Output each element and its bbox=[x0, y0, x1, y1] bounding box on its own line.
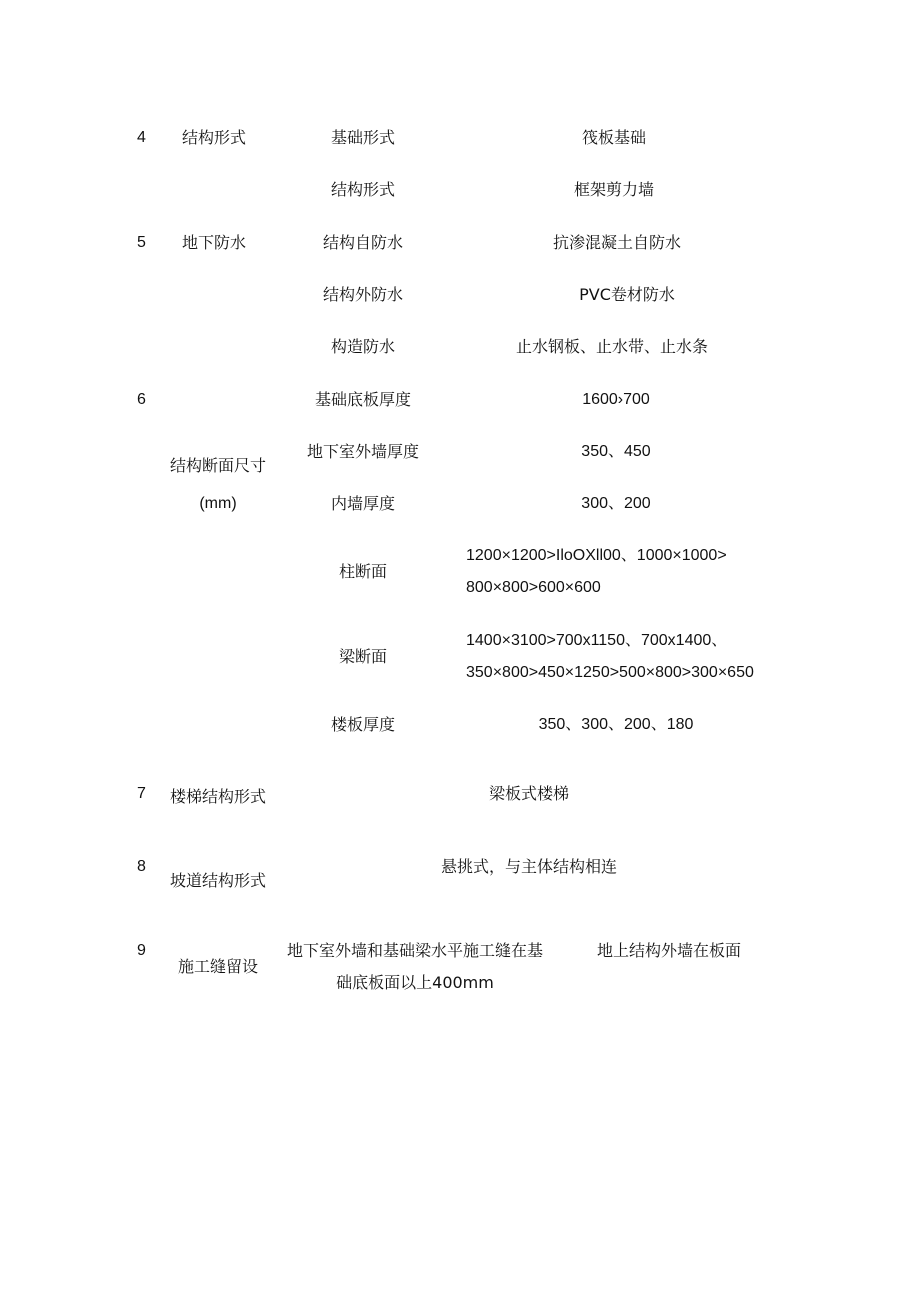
row-value: 悬挑式，与主体结构相连 bbox=[440, 857, 618, 876]
item-value: 1200×1200>IloOXll00、1000×1000> bbox=[466, 547, 727, 564]
row-category-unit: (mm) bbox=[199, 495, 237, 512]
row-category: 坡道结构形式 bbox=[169, 871, 267, 890]
item-label: 内墙厚度 bbox=[330, 494, 396, 513]
row-value: 梁板式楼梯 bbox=[488, 784, 570, 803]
row-number: 7 bbox=[137, 785, 146, 802]
item-value: 800×800>600×600 bbox=[466, 579, 601, 596]
row-category: 结构形式 bbox=[181, 128, 247, 147]
row-number: 6 bbox=[137, 391, 146, 408]
item-label: 结构自防水 bbox=[322, 233, 404, 252]
row-category: 结构断面尺寸 bbox=[169, 456, 267, 475]
row-category: 楼梯结构形式 bbox=[169, 787, 267, 806]
row-category: 地下防水 bbox=[181, 233, 247, 252]
item-value: PVC卷材防水 bbox=[579, 285, 675, 304]
item-label: 楼板厚度 bbox=[330, 715, 396, 734]
item-label: 基础形式 bbox=[330, 128, 396, 147]
row-category: 施工缝留设 bbox=[177, 957, 259, 976]
item-label: 地下室外墙厚度 bbox=[306, 442, 420, 461]
item-value: 1400×3100>700x1150、700x1400、 bbox=[466, 632, 728, 649]
item-value: 筏板基础 bbox=[581, 128, 647, 147]
item-label: 结构形式 bbox=[330, 180, 396, 199]
item-label: 结构外防水 bbox=[322, 285, 404, 304]
item-label: 柱断面 bbox=[338, 562, 388, 581]
row-number: 5 bbox=[137, 234, 146, 251]
item-value: 1600›700 bbox=[582, 391, 650, 408]
row-value-left: 础底板面以上400mm bbox=[336, 973, 494, 992]
item-label: 构造防水 bbox=[330, 337, 396, 356]
row-number: 4 bbox=[137, 129, 146, 146]
row-number: 9 bbox=[137, 942, 146, 959]
item-label: 梁断面 bbox=[338, 647, 388, 666]
row-number: 8 bbox=[137, 858, 146, 875]
row-value-right: 地上结构外墙在板面 bbox=[596, 941, 742, 960]
item-value: 止水钢板、止水带、止水条 bbox=[515, 337, 709, 356]
item-value: 350、300、200、180 bbox=[538, 716, 694, 733]
item-value: 抗渗混凝土自防水 bbox=[552, 233, 682, 252]
item-value: 框架剪力墙 bbox=[573, 180, 655, 199]
item-value: 350、450 bbox=[581, 443, 651, 460]
item-label: 基础底板厚度 bbox=[314, 390, 412, 409]
item-value: 350×800>450×1250>500×800>300×650 bbox=[466, 664, 754, 681]
row-value-left: 地下室外墙和基础梁水平施工缝在基 bbox=[286, 941, 544, 960]
item-value: 300、200 bbox=[581, 495, 651, 512]
